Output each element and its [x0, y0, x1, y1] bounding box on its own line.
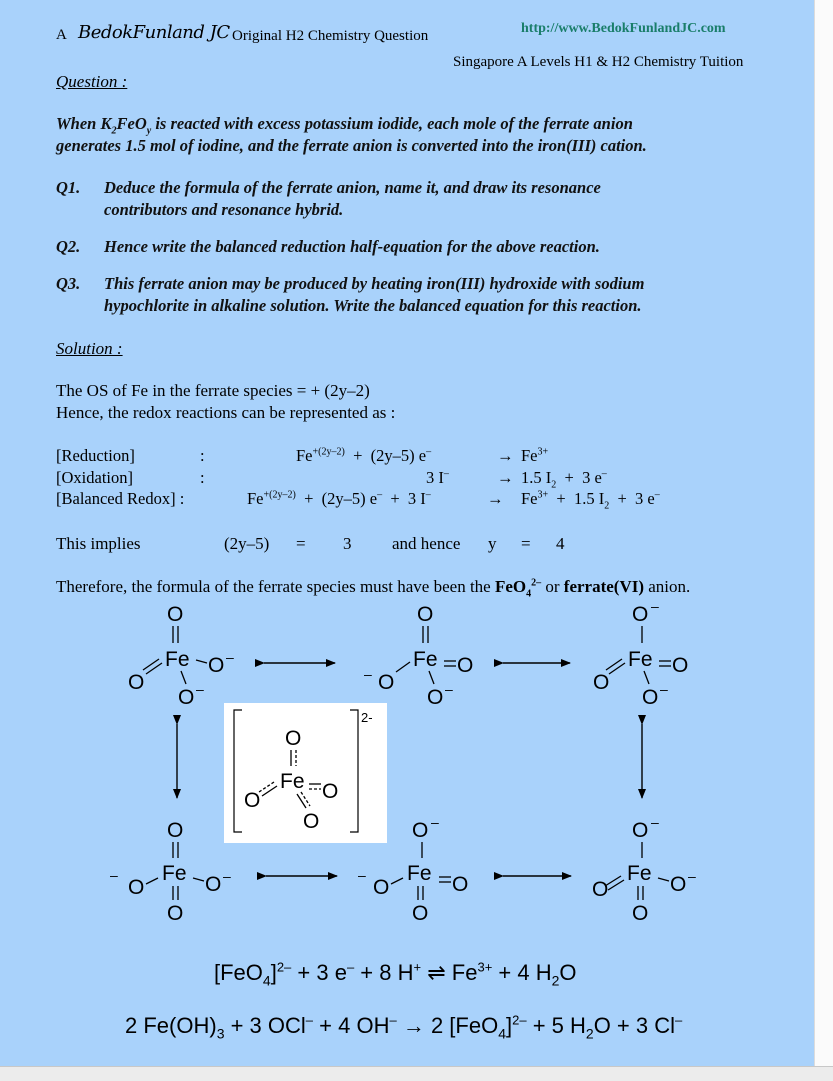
resonance-structure-4 [110, 819, 231, 925]
q1-line2: contributors and resonance hybrid. [104, 200, 344, 219]
resonance-structure-1 [128, 603, 234, 709]
oxygen-atom: O [167, 819, 184, 842]
negative-charge: – [196, 681, 204, 697]
iron-atom: Fe [280, 770, 305, 793]
balanced-rhs: $Fe^{3+} + 1.5$ $I_2 + 3$ e– [521, 489, 660, 512]
q1-line1: Deduce the formula of the ferrate anion, name it, and draw its resonance [104, 178, 601, 197]
oxygen-atom: O [303, 810, 320, 833]
resonance-structure-6 [592, 814, 696, 925]
negative-charge: – [651, 600, 659, 614]
header-tagline: Singapore A Levels H1 & H2 Chemistry Tuition [453, 54, 744, 70]
oxygen-atom: O [632, 819, 649, 842]
oxygen-atom: O [412, 819, 429, 842]
iron-atom: Fe [165, 648, 190, 671]
y-value: 4 [556, 534, 565, 553]
negative-charge: – [688, 868, 696, 884]
solution-heading: Solution : [56, 339, 123, 358]
implies-equals-2: = [521, 534, 531, 553]
negative-charge: – [364, 666, 372, 682]
oxygen-atom: O [128, 671, 145, 694]
oxidation-label: [Oxidation] [56, 468, 133, 487]
oxygen-atom: O [285, 727, 302, 750]
resonance-hybrid [224, 703, 387, 843]
negative-charge: – [651, 814, 659, 830]
horizontal-scrollbar[interactable] [0, 1066, 833, 1081]
os-line: The OS of Fe in the ferrate species = + (2y–2) [56, 381, 370, 400]
reduction-lhs: $Fe^{+(2y-2)} + (2y-5)$ e– [296, 446, 432, 465]
oxidation-lhs: 3 I– [426, 468, 449, 487]
question-intro-line2: generates 1.5 mol of iodine, and the ferrate anion is converted into the iron(III) cation. [56, 136, 647, 155]
vertical-scrollbar[interactable] [814, 0, 833, 1066]
reduction-rhs: $Fe^{3+}$ [521, 446, 549, 465]
oxygen-atom: O [167, 902, 184, 925]
resonance-structure-3 [593, 600, 688, 709]
reduction-arrow: → [497, 446, 514, 465]
header-prefix: A [56, 27, 67, 43]
oxidation-rhs: 1.5 $I_2 + 3$ e– [521, 468, 607, 491]
negative-charge: – [226, 649, 234, 665]
q2-line1: Hence write the balanced reduction half-equation for the above reaction. [104, 237, 600, 256]
oxygen-atom: O [670, 873, 687, 896]
oxidation-colon: : [200, 468, 205, 487]
negative-charge: – [445, 681, 453, 697]
oxygen-atom: O [205, 873, 222, 896]
header-url[interactable]: http://www.BedokFunlandJC.com [521, 21, 726, 36]
iron-atom: Fe [407, 862, 432, 885]
header-subtitle: Original H2 Chemistry Question [232, 28, 429, 44]
resonance-diagram [0, 600, 814, 935]
implies-value: 3 [343, 534, 352, 553]
oxygen-atom: O [373, 876, 390, 899]
q3-line2: hypochlorite in alkaline solution. Write the balanced equation for this reaction. [104, 296, 642, 315]
and-hence: and hence [392, 534, 461, 553]
iron-atom: Fe [627, 862, 652, 885]
oxygen-atom: O [128, 876, 145, 899]
production-equation: 2 $Fe(OH)_3 + 3$ OCl– + 4 OH– → 2 $[FeO_4]^{2-} + 5$ $H_2O + 3$ Cl– [125, 1012, 683, 1042]
y-variable: y [488, 534, 497, 553]
oxygen-atom: O [632, 902, 649, 925]
q3-number: Q3. [56, 274, 81, 293]
oxidation-arrow: → [497, 468, 514, 487]
question-intro-line1: When $K_2FeO_y$ is reacted with excess potassium iodide, each mole of the ferrate anion [56, 114, 633, 137]
resonance-structure-2 [364, 603, 473, 709]
reduction-equation: $[FeO_4]^{2-} + 3$ e– + 8 H+ ⇌ $Fe^{3+} + 4$ $H_2O$ [214, 959, 577, 989]
oxygen-atom: O [417, 603, 434, 626]
balanced-label: [Balanced Redox] : [56, 489, 185, 508]
iron-atom: Fe [628, 648, 653, 671]
balanced-arrow: → [487, 489, 504, 508]
oxygen-atom: O [412, 902, 429, 925]
reduction-colon: : [200, 446, 205, 465]
oxygen-atom: O [452, 873, 469, 896]
oxygen-atom: O [632, 603, 649, 626]
negative-charge: – [660, 681, 668, 697]
q3-line1: This ferrate anion may be produced by heating iron(III) hydroxide with sodium [104, 274, 645, 293]
hence-line: Hence, the redox reactions can be represented as : [56, 403, 396, 422]
oxygen-atom: O [592, 878, 609, 901]
implies-equals-1: = [296, 534, 306, 553]
oxygen-atom: O [593, 671, 610, 694]
q2-number: Q2. [56, 237, 81, 256]
logo: BedokFunland JC [78, 22, 230, 43]
hybrid-charge: 2- [361, 710, 373, 725]
negative-charge: – [110, 867, 118, 883]
negative-charge: – [223, 868, 231, 884]
negative-charge: – [358, 867, 366, 883]
oxygen-atom: O [208, 654, 225, 677]
oxygen-atom: O [322, 780, 339, 803]
oxygen-atom: O [167, 603, 184, 626]
oxygen-atom: O [642, 686, 659, 709]
oxygen-atom: O [457, 654, 474, 677]
therefore-line: Therefore, the formula of the ferrate species must have been the FeO$_4^{2-}$ or ferrate(VI) anion. [56, 577, 691, 600]
balanced-lhs: $Fe^{+(2y-2)} + (2y-5) e^- + 3$ I– [247, 489, 431, 508]
iron-atom: Fe [413, 648, 438, 671]
q1-number: Q1. [56, 178, 81, 197]
oxygen-atom: O [427, 686, 444, 709]
negative-charge: – [431, 814, 439, 830]
reduction-label: [Reduction] [56, 446, 135, 465]
oxygen-atom: O [244, 789, 261, 812]
implies-lhs: (2y–5) [224, 534, 270, 553]
oxygen-atom: O [672, 654, 689, 677]
iron-atom: Fe [162, 862, 187, 885]
oxygen-atom: O [178, 686, 195, 709]
implies-label: This implies [56, 534, 141, 553]
oxygen-atom: O [378, 671, 395, 694]
question-heading: Question : [56, 72, 128, 91]
